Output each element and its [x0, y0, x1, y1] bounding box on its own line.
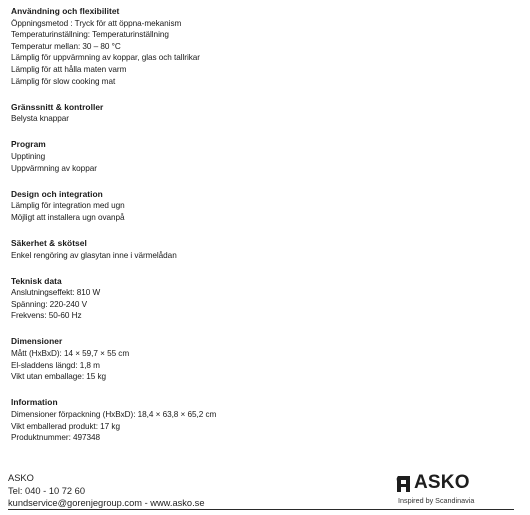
- spec-line: Temperatur mellan: 30 – 80 °C: [11, 41, 121, 51]
- asko-wordmark: ASKO: [414, 472, 470, 493]
- spec-line: El-sladdens längd: 1,8 m: [11, 360, 100, 370]
- spec-line: Frekvens: 50-60 Hz: [11, 311, 82, 321]
- section-safety: [11, 238, 241, 261]
- spec-line: Öppningsmetod : Tryck för att öppna-mekanism: [11, 18, 182, 28]
- section-title: Dimensioner: [11, 336, 63, 347]
- spec-line: Produktnummer: 497348: [11, 433, 101, 443]
- spec-line: Lämplig för uppvärmning av koppar, glas och tallrikar: [11, 53, 200, 63]
- section-title: Program: [11, 139, 46, 150]
- section-dimensions: [11, 336, 241, 382]
- spec-line: Enkel rengöring av glasytan inne i värmelådan: [11, 250, 177, 260]
- spec-line: Möjligt att installera ugn ovanpå: [11, 212, 125, 222]
- section-title: Användning och flexibilitet: [11, 6, 120, 16]
- spec-line: Lämplig för integration med ugn: [11, 201, 125, 211]
- footer-contact: [8, 472, 205, 510]
- asko-logo-mark-icon: [396, 476, 411, 492]
- section-title: Teknisk data: [11, 275, 62, 286]
- spec-line: Anslutningseffekt: 810 W: [11, 288, 101, 298]
- footer-email-website: kundservice@gorenjegroup.com - www.asko.se: [8, 498, 205, 509]
- footer-divider: [8, 509, 514, 510]
- section-usage: [11, 6, 241, 87]
- asko-tagline: Inspired by Scandinavia: [398, 496, 475, 505]
- section-interface: [11, 102, 241, 125]
- spec-line: Lämplig för att hålla maten varm: [11, 64, 127, 74]
- section-title: Säkerhet & skötsel: [11, 237, 87, 248]
- section-program: [11, 139, 241, 174]
- spec-line: Dimensioner förpackning (HxBxD): 18,4 × 63,8 × 65,2 cm: [11, 409, 217, 419]
- spec-line: Temperaturinställning: Temperaturinställning: [11, 30, 169, 40]
- spec-line: Upptining: [11, 151, 46, 161]
- section-title: Design och integration: [11, 188, 103, 199]
- spec-line: Vikt utan emballage: 15 kg: [11, 372, 107, 382]
- section-title: Gränssnitt & kontroller: [11, 101, 104, 112]
- spec-line: Mått (HxBxD): 14 × 59,7 × 55 cm: [11, 349, 130, 359]
- section-design: [11, 189, 241, 224]
- footer-company: ASKO: [8, 473, 34, 483]
- spec-line: Belysta knappar: [11, 114, 69, 124]
- spec-line: Spänning: 220-240 V: [11, 299, 87, 309]
- section-technical: [11, 276, 241, 322]
- spec-line: Lämplig för slow cooking mat: [11, 76, 116, 86]
- footer-phone: Tel: 040 - 10 72 60: [8, 485, 86, 496]
- spec-line: Uppvärmning av koppar: [11, 163, 97, 173]
- section-information: [11, 397, 241, 443]
- asko-logo: [396, 472, 491, 509]
- spec-line: Vikt emballerad produkt: 17 kg: [11, 421, 120, 431]
- section-title: Information: [11, 397, 58, 408]
- spec-sheet: [11, 6, 241, 458]
